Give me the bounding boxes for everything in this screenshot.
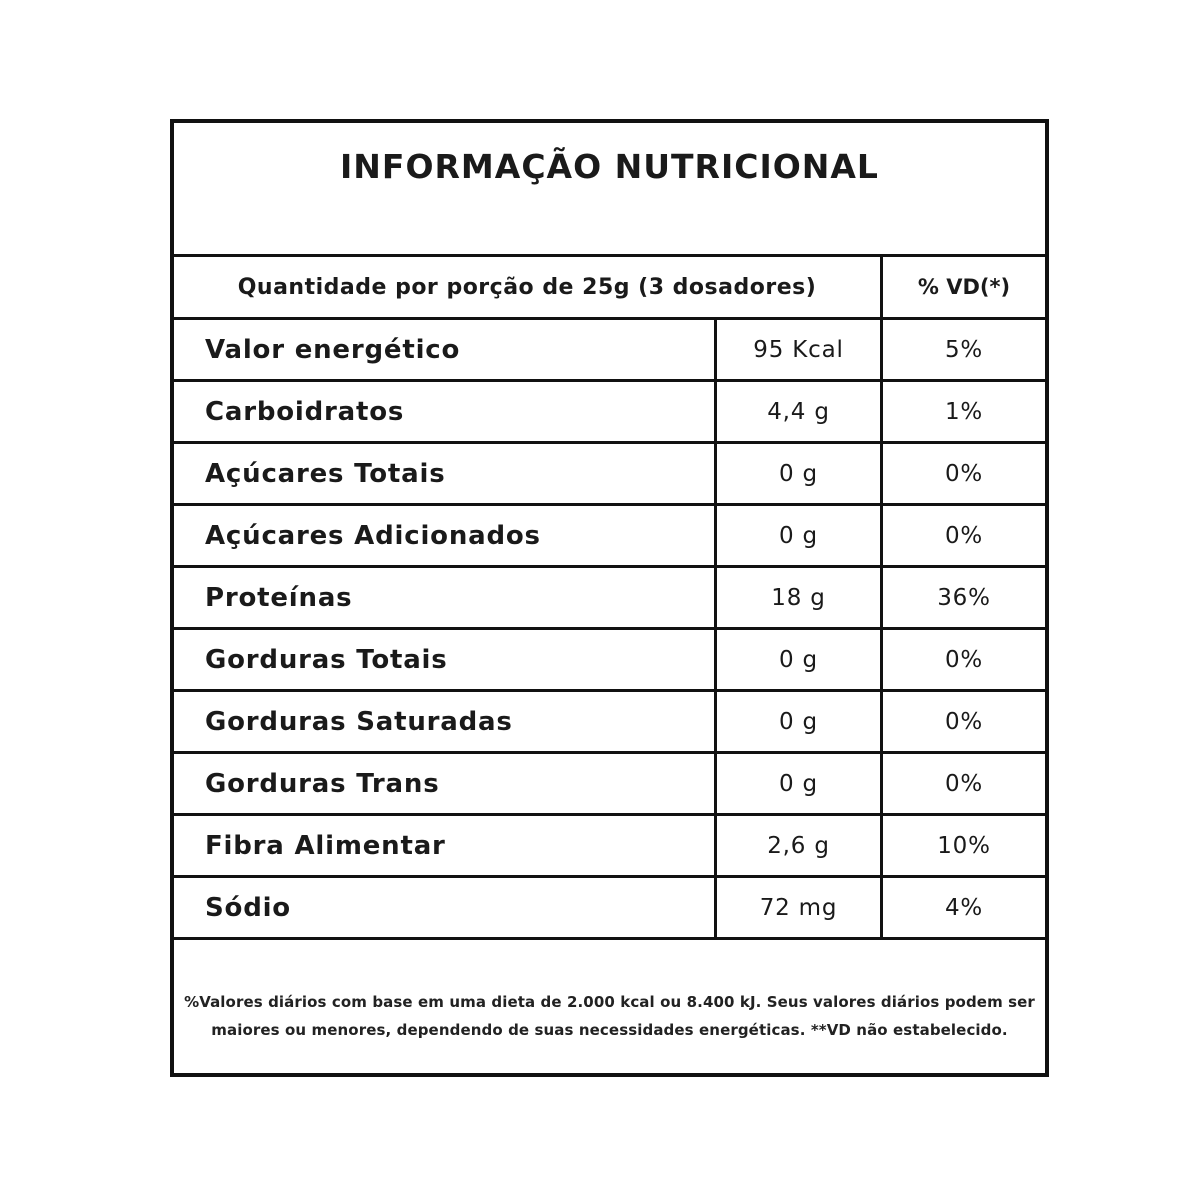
nutrient-row-proteins xyxy=(174,568,1045,630)
nutrient-row-total-fat xyxy=(174,630,1045,692)
nutrient-table xyxy=(174,320,1045,940)
nutrient-name: Açúcares Adicionados xyxy=(174,506,717,565)
nutrient-vd: 10% xyxy=(937,832,991,859)
nutrient-amount: 72 mg xyxy=(717,878,883,937)
nutrient-name: Gorduras Trans xyxy=(174,754,717,813)
nutrient-amount: 0 g xyxy=(717,754,883,813)
serving-size-header: Quantidade por porção de 25g (3 dosadores) xyxy=(174,257,883,317)
nutrient-vd: 1% xyxy=(944,398,984,425)
nutrient-row-sodium xyxy=(174,878,1045,940)
nutrient-row-added-sugars xyxy=(174,506,1045,568)
nutrient-name: Açúcares Totais xyxy=(174,444,717,503)
nutrient-vd: 0% xyxy=(944,646,984,673)
nutrient-vd: 0% xyxy=(944,708,984,735)
nutrient-amount: 0 g xyxy=(717,630,883,689)
nutrient-row-trans-fat xyxy=(174,754,1045,816)
nutrient-name: Valor energético xyxy=(174,320,717,379)
nutrient-row-carbohydrates xyxy=(174,382,1045,444)
nutrient-name: Fibra Alimentar xyxy=(174,816,717,875)
nutrient-row-dietary-fiber xyxy=(174,816,1045,878)
nutrient-name: Carboidratos xyxy=(174,382,717,441)
nutrition-facts-label xyxy=(170,119,1049,1077)
nutrient-name: Sódio xyxy=(174,878,717,937)
nutrient-amount: 2,6 g xyxy=(717,816,883,875)
nutrient-vd: 5% xyxy=(944,336,984,363)
nutrient-name: Proteínas xyxy=(174,568,717,627)
nutrient-name: Gorduras Saturadas xyxy=(174,692,717,751)
header-row xyxy=(174,257,1045,320)
nutrient-amount: 0 g xyxy=(717,506,883,565)
nutrient-amount: 0 g xyxy=(717,692,883,751)
nutrient-vd: 0% xyxy=(944,770,984,797)
nutrient-vd: 36% xyxy=(937,584,991,611)
title-block xyxy=(174,123,1045,257)
footnote-line-2: maiores ou menores, dependendo de suas necessidades energéticas. **VD não estabelecido. xyxy=(211,1021,1008,1039)
nutrient-amount: 4,4 g xyxy=(717,382,883,441)
nutrient-amount: 18 g xyxy=(717,568,883,627)
nutrient-row-total-sugars xyxy=(174,444,1045,506)
nutrient-vd: 4% xyxy=(944,894,984,921)
nutrient-row-energy xyxy=(174,320,1045,382)
daily-value-header: % VD(*) xyxy=(917,275,1011,299)
nutrient-vd: 0% xyxy=(944,460,984,487)
nutrient-name: Gorduras Totais xyxy=(174,630,717,689)
nutrient-row-saturated-fat xyxy=(174,692,1045,754)
daily-value-footnote xyxy=(174,988,1045,1044)
nutrient-vd: 0% xyxy=(944,522,984,549)
label-title: INFORMAÇÃO NUTRICIONAL xyxy=(340,147,879,186)
nutrient-amount: 95 Kcal xyxy=(717,320,883,379)
nutrient-amount: 0 g xyxy=(717,444,883,503)
footnote-line-1: %Valores diários com base em uma dieta de 2.000 kcal ou 8.400 kJ. Seus valores diários podem ser xyxy=(184,993,1035,1011)
